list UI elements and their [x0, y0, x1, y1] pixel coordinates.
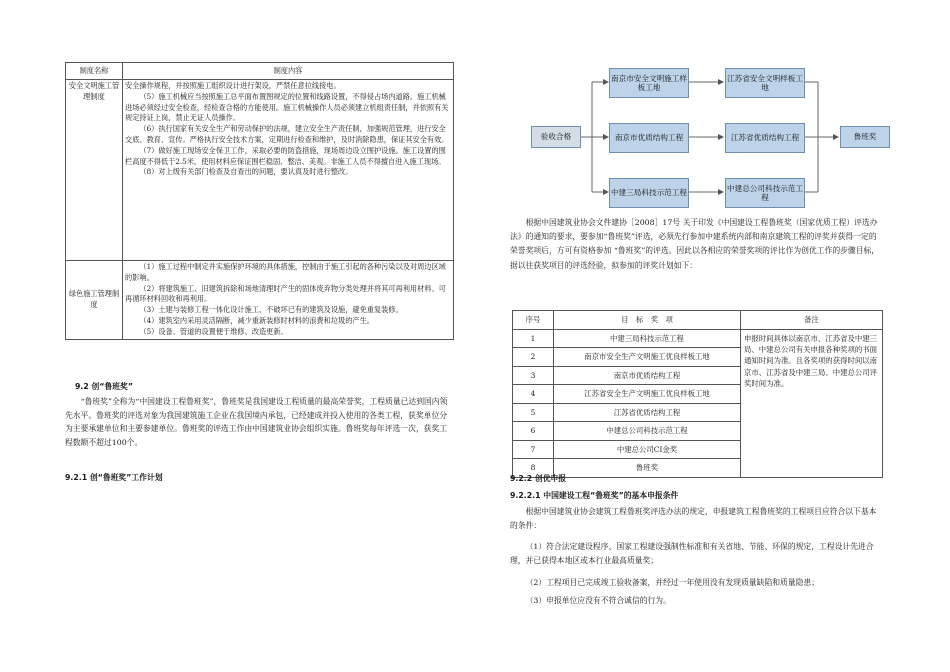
row-no: 2: [513, 348, 554, 367]
row-award: 中建总公司科技示范工程: [554, 422, 741, 441]
row-award: 江苏省优质结构工程: [554, 403, 741, 422]
header-award: 目 标 奖 项: [554, 311, 741, 330]
header-note: 备注: [741, 311, 883, 330]
header-no: 序号: [513, 311, 554, 330]
table-row: [66, 80, 454, 261]
row-no: 3: [513, 366, 554, 385]
note-cell: 申报时间具体以南京市、江苏省及中建三局、中建总公司有关申报各种奖项的书面通知时间为准。且各奖项的获得时间以南京市、江苏省及中建三局、中建总公司评奖时间为准。: [741, 329, 883, 477]
list-item: 安全操作规程，并按照施工组织设计进行架设，严禁任意拉线接电。: [125, 81, 341, 90]
flow-end-box: 鲁班奖: [840, 126, 890, 148]
list-item: （3）土建与装修工程一体化设计施工、不破坏已有的建筑及设施，避免重复装修。: [139, 305, 403, 315]
management-system-table: [65, 62, 454, 340]
row-no: 7: [513, 440, 554, 459]
flow-box-cscec3-tech: 中建三局科技示范工程: [609, 178, 689, 208]
section-heading-9-2: 9.2 创“鲁班奖”: [75, 382, 133, 391]
table-header-row: [513, 311, 883, 330]
table-row: [513, 329, 883, 348]
condition-item: （1）符合法定建设程序、国家工程建设强制性标准和有关省地、节能、环保的规定，工程设计先进合理，并已获得本地区或本行业最高质量奖；: [510, 542, 874, 565]
content-cell: [123, 261, 454, 340]
right-intro-paragraph: 根据中国建筑业协会文件建协［2008］17号 关于印发《中国建设工程鲁班奖（国家优质工程）评选办法》的通知的要求，要参加“鲁班奖”评选，必须先行参加中建系统内部和南京建筑工程的评奖并获得一定的荣誉奖项后，方可有资格参加 “鲁班奖”的评选。因此以各相应的荣誉奖项的评比作为创优工作的步骤目标，据以往获奖项目的评选经验，拟参加的评奖计划如下：: [510, 218, 880, 270]
row-award: 南京市安全生产文明施工优良样板工地: [554, 348, 741, 367]
category-cell: 安全文明施工管理制度: [66, 80, 123, 261]
list-item: （7）做好施工现场安全保卫工作，采取必要的防盗措施，现场周边设立围护设施。施工设置的围栏高度不得低于2.5米，使用材料应保证围栏稳固、整洁、美观。非施工人员不得擅自进入施工现场。: [125, 145, 446, 166]
flow-box-cscec-tech: 中建总公司科技示范工程: [725, 178, 805, 208]
condition-item: （2）工程项目已完成竣工验收备案，并经过一年使用没有发现质量缺陷和质量隐患；: [525, 578, 820, 587]
list-item: （5）施工机械应当按照施工总平面布置图规定的位置和线路设置，不得侵占场内道路。施工机械进场必须经过安全检查，经检查合格的方能使用。施工机械操作人员必须建立机组责任制，并依照有关规定持证上岗，禁止无证人员操作。: [125, 91, 449, 123]
header-system-name: 制度名称: [66, 63, 123, 80]
row-no: 5: [513, 403, 554, 422]
header-system-content: 制度内容: [123, 63, 454, 80]
list-item: （8）对上级有关部门检查及自查出的问题，要认真及时进行整改。: [139, 167, 353, 177]
row-award: 中建总公司CI金奖: [554, 440, 741, 459]
section-heading-9-2-2-1: 9.2.2.1 中国建设工程“鲁班奖”的基本申报条件: [510, 491, 679, 500]
flow-start-box: 验收合格: [531, 126, 581, 148]
row-no: 6: [513, 422, 554, 441]
row-award: 鲁班奖: [554, 459, 741, 478]
row-award: 江苏省安全生产文明施工优良样板工地: [554, 385, 741, 404]
list-item: （2）将建筑施工、旧建筑拆除和场地清理时产生的固体废弃物分类处理并将其可再利用材料、可再循环材料回收和再利用。: [125, 283, 446, 304]
list-item: （1）施工过程中制定并实施保护环境的具体措施，控制由于施工引起的各种污染以及对周边区域的影响。: [125, 262, 446, 282]
section-heading-9-2-1: 9.2.1 创“鲁班奖”工作计划: [65, 473, 163, 482]
row-award: 中建三局科技示范工程: [554, 329, 741, 348]
category-cell: 绿色施工管理制度: [66, 261, 123, 340]
row-no: 1: [513, 329, 554, 348]
table-header-row: [66, 63, 454, 80]
list-item: （6）执行国家有关安全生产和劳动保护的法规，建立安全生产责任制，加强规范管理，进行安全交底、教育、宣传。严格执行安全技术方案，定期进行检查和维护，及时消除隐患，保证其安全有效。: [125, 124, 449, 144]
flow-box-nanjing-structure: 南京市优质结构工程: [609, 123, 689, 153]
table-row: [66, 261, 454, 340]
list-item: （4）建筑室内采用灵活隔断，减少重新装修时材料的浪费和垃圾的产生。: [139, 315, 374, 325]
award-plan-table: [512, 310, 883, 478]
content-cell: [123, 80, 454, 261]
row-no: 4: [513, 385, 554, 404]
flow-box-nanjing-safety: 南京市安全文明施工样板工地: [609, 68, 689, 98]
flow-box-jiangsu-structure: 江苏省优质结构工程: [725, 123, 805, 153]
section-9-2-paragraph: “鲁班奖”全称为“中国建设工程鲁班奖”，鲁班奖是我国建设工程质量的最高荣誉奖，工程质量已达到国内领先水平。鲁班奖的评选对象为我国建筑施工企业在我国境内承包，已经建成并投入使用的各类工程，获奖单位分为主要承建单位和主要参建单位。鲁班奖的评选工作由中国建筑业协会组织实施。鲁班奖每年评选一次，获奖工程数额不超过100个。: [65, 397, 448, 447]
condition-item: （3）申报单位应没有不符合诚信的行为。: [525, 596, 671, 605]
section-heading-9-2-2: 9.2.2 创优申报: [510, 474, 567, 483]
conditions-intro: 根据中国建筑业协会建筑工程鲁班奖评选办法的规定，申报建筑工程鲁班奖的工程项目应符合以下基本的条件：: [510, 507, 877, 530]
flow-box-jiangsu-safety: 江苏省安全文明样板工地: [725, 68, 805, 98]
list-item: （5）设备、管道的设置便于维修、改造更新。: [139, 326, 288, 336]
row-no: 8: [513, 459, 554, 478]
row-award: 南京市优质结构工程: [554, 366, 741, 385]
